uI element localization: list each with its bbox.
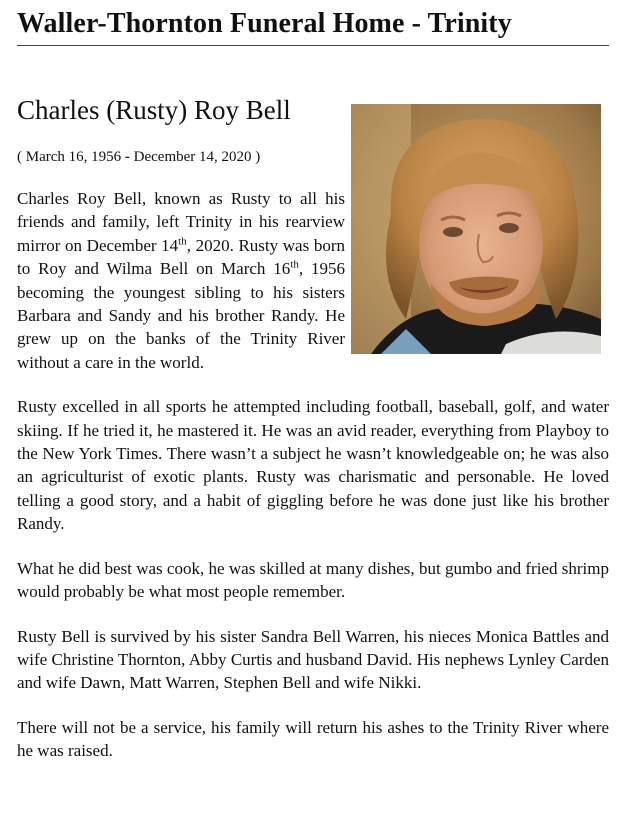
site-header: [17, 0, 609, 46]
ordinal-suffix: th: [290, 258, 299, 271]
bio-text: , 1956 becoming the youngest sibling to his sisters Barbara and Sandy and his brother Randy. He grew up on the banks of the Trinity River without a care in the world.: [17, 259, 346, 372]
dates-open: ( March 16, 1956: [17, 149, 125, 165]
bio-paragraph-5: There will not be a service, his family will return his ashes to the Trinity River where he was raised.: [17, 717, 609, 761]
deceased-name: Charles (Rusty) Roy Bell: [17, 95, 291, 125]
bio-text: , 2020. Rusty was born to Roy and Wilma Bell on March 16: [17, 235, 345, 279]
dates-close: December 14, 2020 ): [129, 149, 261, 165]
obituary-body: [17, 187, 609, 784]
dates-separator: -: [124, 149, 130, 165]
obituary-page: [17, 0, 609, 761]
ordinal-suffix: th: [178, 235, 187, 248]
site-title: Waller-Thornton Funeral Home - Trinity: [17, 8, 512, 39]
bio-paragraph-1: [17, 187, 609, 374]
photo-spacer: [351, 187, 609, 357]
life-dates: [17, 147, 260, 167]
bio-text: Charles Roy Bell, known as Rusty to all his friends and family, left Trinity in his rearview mirror on December 14: [17, 189, 345, 255]
bio-paragraph-4: Rusty Bell is survived by his sister Sandra Bell Warren, his nieces Monica Battles and wife Christine Thornton, Abby Curtis and husband David. His nephews Lynley Carden and wife Dawn, Matt Warren, Stephen Bell and wife Nikki.: [17, 626, 609, 693]
bio-paragraph-3: What he did best was cook, he was skilled at many dishes, but gumbo and fried shrimp would probably be what most people remember.: [17, 558, 609, 602]
bio-paragraph-2: Rusty excelled in all sports he attempted including football, baseball, golf, and water skiing. If he tried it, he mastered it. He was an avid reader, everything from Playboy to the New York Times. There wasn’t a subject he wasn’t knowledgeable on; he was also an agriculturist of exotic plants. Rusty was charismatic and personable. He loved telling a good story, and a habit of giggling before he was done just like his brother Randy.: [17, 397, 609, 534]
